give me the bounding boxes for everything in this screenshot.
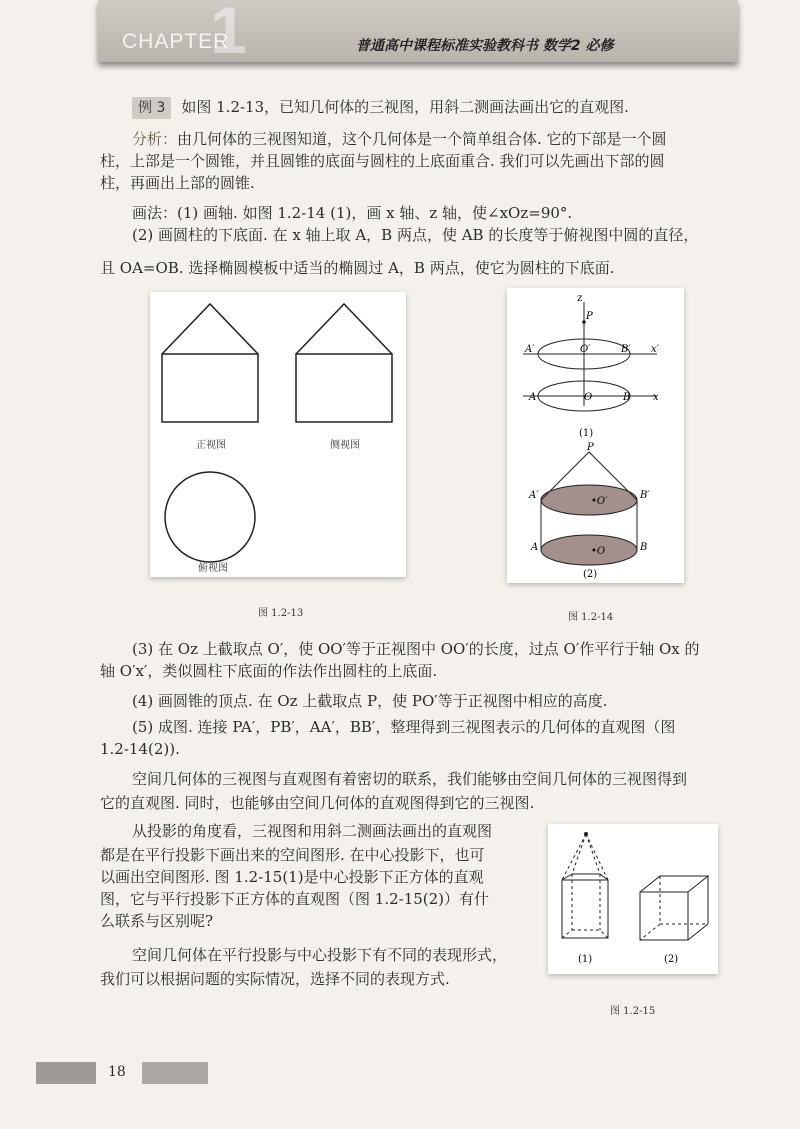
footer-bar-right <box>142 1062 208 1084</box>
paragraph-1 <box>132 768 762 790</box>
footer-bar-left <box>36 1062 96 1084</box>
paragraph-1-cont <box>100 792 760 814</box>
label-z: z <box>577 293 583 304</box>
step-4: (4) 画圆锥的顶点. 在 Oz 上截取点 P，使 PO′等于正视图中相应的高度. <box>132 692 608 710</box>
three-views-drawing <box>150 292 406 577</box>
book-title: 普通高中课程标准实验教科书 数学2 必修 <box>356 38 614 54</box>
front-view-label: 正视图 <box>196 440 226 451</box>
example-label: 例 3 <box>132 97 171 119</box>
analysis-cont <box>100 150 760 194</box>
label-a: A <box>529 392 537 403</box>
step-2-cont <box>100 257 760 279</box>
label-o2: •O <box>591 546 606 557</box>
page-header <box>98 0 738 67</box>
label-sub1: (1) <box>579 428 594 439</box>
label-a2: A <box>531 542 539 553</box>
figure-caption: 图 1.2-15 <box>610 1006 656 1017</box>
paragraph-2-cont <box>100 844 530 932</box>
cylinder-top-fill <box>541 485 637 515</box>
page-number: 18 <box>108 1064 126 1080</box>
label-sub2: (2) <box>664 954 679 965</box>
label-b-prime: B′ <box>621 344 631 355</box>
paragraph-line: 么联系与区别呢? <box>100 912 214 930</box>
step-1: (1) 画轴. 如图 1.2-14 (1)，画 x 轴、z 轴，使∠xOz=90°. <box>177 204 573 222</box>
step-2-line: 且 OA=OB. 选择椭圆模板中适当的椭圆过 A，B 两点，使它为圆柱的下底面. <box>100 259 615 277</box>
figure-caption: 图 1.2-14 <box>568 612 614 623</box>
method-label: 画法： <box>132 204 178 222</box>
label-x: x <box>653 392 659 403</box>
top-view <box>165 472 255 562</box>
paragraph-line: 它的直观图. 同时，也能够由空间几何体的直观图得到它的三视图. <box>100 794 535 812</box>
paragraph-line: 从投影的角度看，三视图和用斜二测画法画出的直观图 <box>132 822 493 840</box>
front-view <box>162 304 258 422</box>
method-block <box>132 202 762 246</box>
paragraph-line: 空间几何体的三视图与直观图有着密切的联系，我们能够由空间几何体的三视图得到 <box>132 770 688 788</box>
paragraph-3-cont <box>100 968 530 990</box>
label-a-prime: A′ <box>525 344 535 355</box>
analysis-line: 由几何体的三视图知道，这个几何体是一个简单组合体. 它的下部是一个圆 <box>177 130 667 148</box>
label-b2-prime: B′ <box>640 490 650 501</box>
paragraph-3 <box>132 944 552 966</box>
label-o2-prime: •O′ <box>591 496 608 507</box>
label-b: B <box>623 392 631 403</box>
top-view-label: 俯视图 <box>198 563 228 574</box>
step-5-line: 1.2-14(2)). <box>100 740 180 758</box>
steps-3-5 <box>132 638 762 660</box>
chapter-label: CHAPTER <box>122 30 230 53</box>
figure-cubes <box>548 824 718 974</box>
step-5: (5) 成图. 连接 PA′，PB′，AA′，BB′，整理得到三视图表示的几何体的直观图（图 <box>132 718 676 736</box>
step-3-line: 轴 O′x′，类似圆柱下底面的作法作出圆柱的上底面. <box>100 662 438 680</box>
analysis-block <box>132 128 762 150</box>
label-sub1: (1) <box>578 954 593 965</box>
figure-caption: 图 1.2-13 <box>258 608 304 619</box>
side-view-label: 侧视图 <box>330 440 360 451</box>
paragraph-line: 图，它与平行投影下正方体的直观图（图 1.2-15(2)）有什 <box>100 890 490 908</box>
step-4-5 <box>132 690 762 738</box>
paragraph-line: 都是在平行投影下画出来的空间图形. 在中心投影下，也可 <box>100 846 485 864</box>
chapter-number: 1 <box>210 0 247 67</box>
paragraph-line: 以画出空间图形. 图 1.2-15(1)是中心投影下正方体的直观 <box>100 868 484 886</box>
step-5-cont <box>100 738 760 760</box>
example-block <box>132 96 752 125</box>
analysis-line: 柱，再画出上部的圆锥. <box>100 174 255 192</box>
paragraph-line: 空间几何体在平行投影与中心投影下有不同的表现形式， <box>132 946 508 964</box>
label-p2: P <box>587 442 594 453</box>
step-3: (3) 在 Oz 上截取点 O′，使 OO′等于正视图中 OO′的长度，过点 O′作平行于轴 Ox 的 <box>132 640 700 658</box>
paragraph-line: 我们可以根据问题的实际情况，选择不同的表现方式. <box>100 970 450 988</box>
label-p: P <box>586 311 593 322</box>
step-3-cont <box>100 660 760 682</box>
figure-three-views <box>150 292 406 577</box>
label-o-prime: O′ <box>580 344 591 355</box>
figure-construction <box>507 288 684 583</box>
label-sub2: (2) <box>583 569 598 580</box>
paragraph-2 <box>132 820 552 842</box>
example-statement: 如图 1.2-13，已知几何体的三视图，用斜二测画法画出它的直观图. <box>181 98 629 116</box>
side-view <box>296 304 392 422</box>
label-x-prime: x′ <box>651 344 659 355</box>
construction-drawing <box>507 288 684 583</box>
analysis-line: 柱，上部是一个圆锥，并且圆锥的底面与圆柱的上底面重合. 我们可以先画出下部的圆 <box>100 152 665 170</box>
analysis-label: 分析： <box>132 130 178 148</box>
step-2: (2) 画圆柱的下底面. 在 x 轴上取 A，B 两点，使 AB 的长度等于俯视图中圆的直径， <box>132 226 699 244</box>
label-a2-prime: A′ <box>529 490 539 501</box>
label-o: O <box>584 392 593 403</box>
cylinder-bottom-fill <box>541 535 637 565</box>
cubes-drawing <box>548 824 718 974</box>
label-b2: B <box>640 542 648 553</box>
